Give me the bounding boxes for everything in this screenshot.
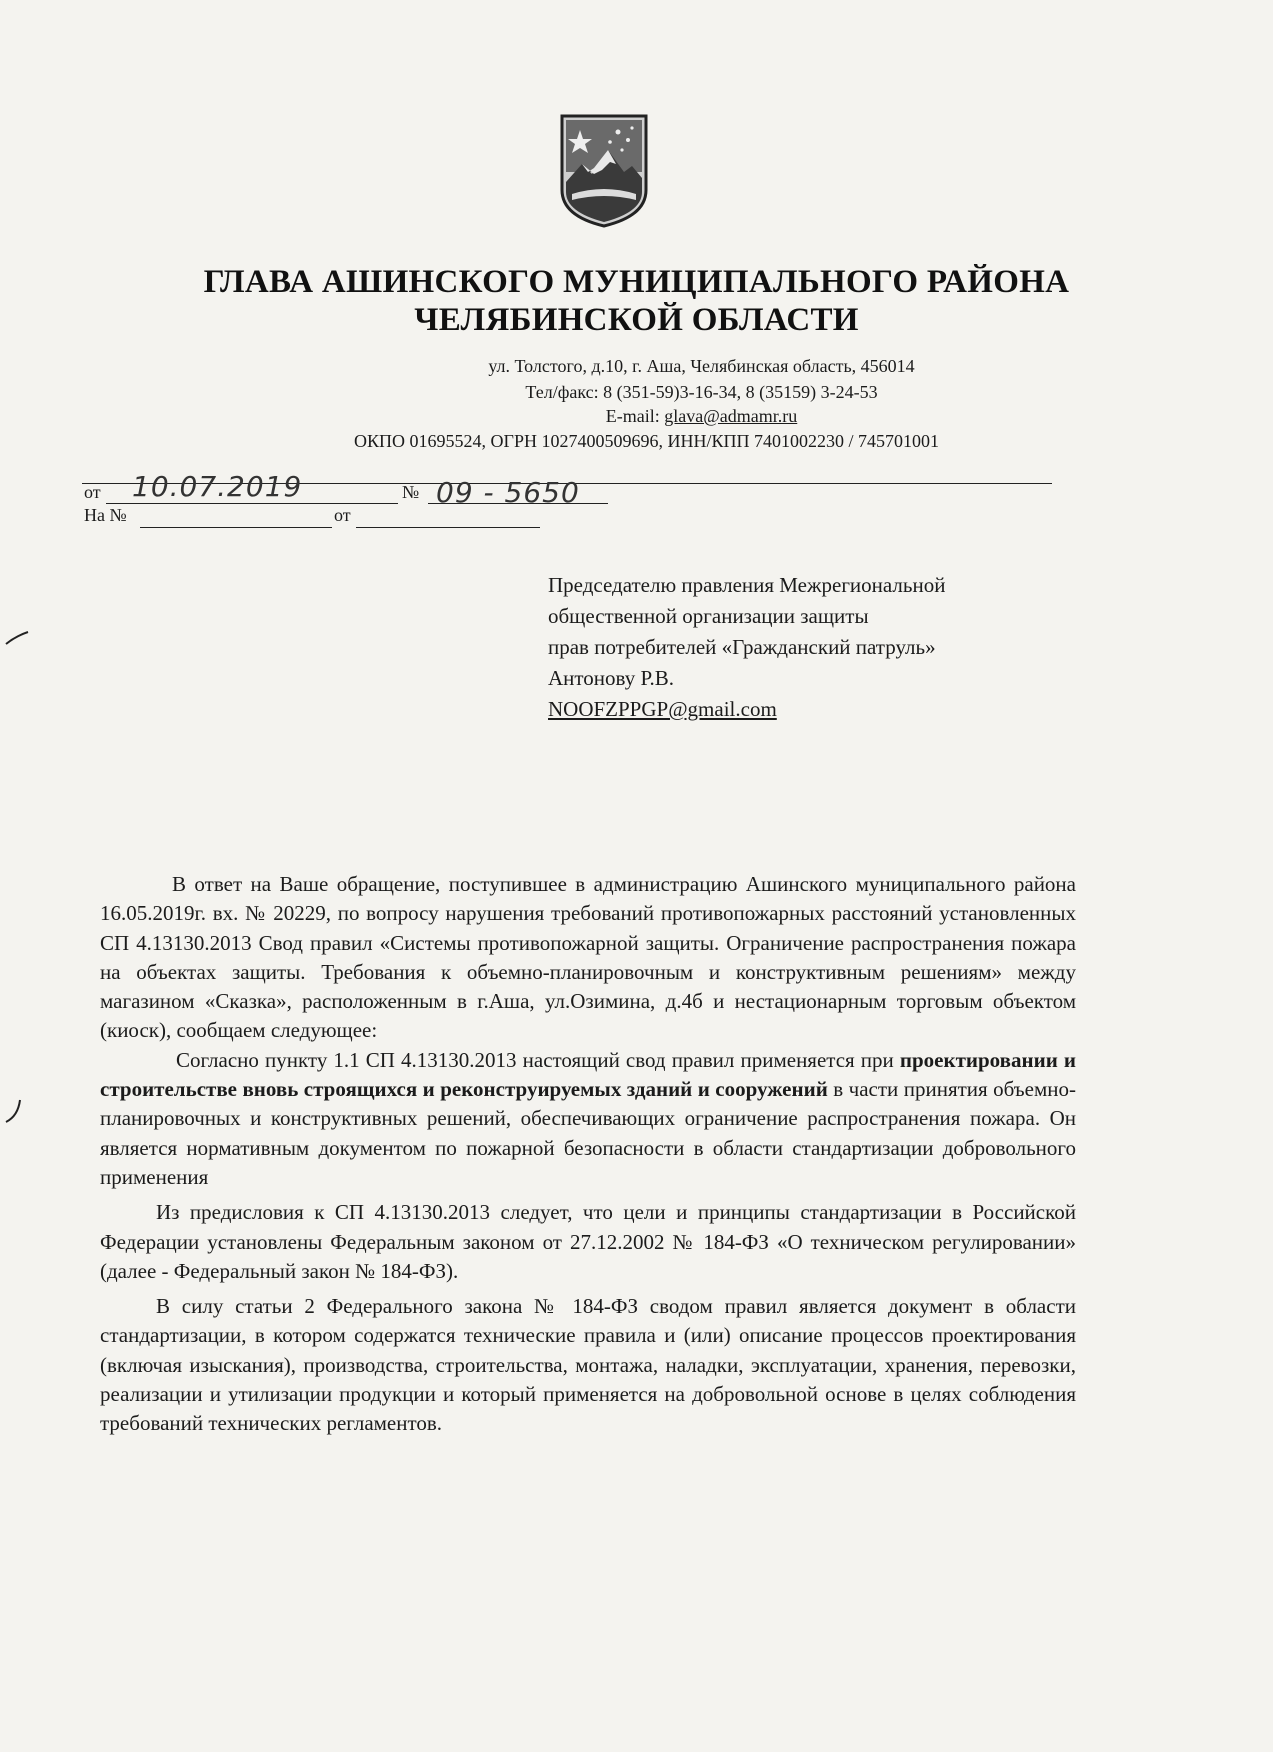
reply-from-label: от <box>334 505 351 525</box>
paragraph-2-end: в части принятия объемно-планировочных и конструктивных решений, обеспечивающих ограничение распространения пожара. Он является нормативным документом по пожарной безопасности в области стандартизации добровольного применения <box>100 1077 1076 1189</box>
address-line: ул. Толстого, д.10, г. Аша, Челябинская область, 456014 <box>488 356 915 376</box>
email-line <box>0 404 1273 428</box>
addressee-block <box>548 570 1068 725</box>
addressee-line-3: прав потребителей «Гражданский патруль» <box>548 635 936 659</box>
phone-line: Тел/факс: 8 (351-59)3-16-34, 8 (35159) 3-24-53 <box>525 382 878 402</box>
paragraph-2-bold: проектировании и строительстве вновь строящихся и реконструируемых зданий и сооружений <box>100 1047 1076 1102</box>
addressee-name: Антонову Р.В. <box>548 666 675 690</box>
paragraph-4: В силу статьи 2 Федерального закона № 184-ФЗ сводом правил является документ в области стандартизации, в котором содержатся технические правила и (или) описание процессов проектирования (включая изыскания), производства, строительства, монтажа, наладки, эксплуатации, хранения, перевозки, реализации и утилизации продукции и который применяется на добровольной основе в целях соблюдения требований технических регламентов. <box>100 1294 1076 1436</box>
title-line-1: ГЛАВА АШИНСКОГО МУНИЦИПАЛЬНОГО РАЙОНА <box>203 264 1070 300</box>
paragraph-1: В ответ на Ваше обращение, поступившее в администрацию Ашинского муниципального района 16.05.2019г. вх. № 20229, по вопросу нарушения требований противопожарных расстояний установленных СП 4.13130.2013 Свод правил «Системы противопожарной защиты. Ограничение распространения пожара на объектах защиты. Требования к объемно-планировочным и конструктивным решениям» между магазином «Сказка», расположенным в г.Аша, ул.Озимина, д.4б и нестационарным торговым объектом (киоск), сообщаем следующее: <box>100 872 1076 1043</box>
paragraph-3: Из предисловия к СП 4.13130.2013 следует, что цели и принципы стандартизации в Российской Федерации установлены Федеральным законом от 27.12.2002 № 184-ФЗ «О техническом регулировании» (далее - Федеральный закон № 184-ФЗ). <box>100 1200 1076 1283</box>
addressee-line-1: Председателю правления Межрегиональной <box>548 573 946 597</box>
requisites-line: ОКПО 01695524, ОГРН 1027400509696, ИНН/КПП 7401002230 / 745701001 <box>354 431 939 451</box>
paragraph-2 <box>100 1046 1076 1192</box>
reply-number-label: На № <box>84 505 127 525</box>
title-line-2: ЧЕЛЯБИНСКОЙ ОБЛАСТИ <box>414 302 859 338</box>
number-label: № <box>402 482 420 502</box>
email-link[interactable]: glava@admamr.ru <box>664 406 798 426</box>
from-label: от <box>84 482 101 502</box>
coat-of-arms-emblem <box>558 112 650 230</box>
handwritten-date: 10.07.2019 <box>132 470 303 503</box>
reply-from-fill-line <box>356 527 540 528</box>
handwritten-number: 09 - 5650 <box>436 476 580 509</box>
addressee-email[interactable]: NOOFZPPGP@gmail.com <box>548 697 777 721</box>
email-label: E-mail: <box>605 406 665 426</box>
addressee-line-2: общественной организации защиты <box>548 604 869 628</box>
paragraph-2-start: Согласно пункту 1.1 СП 4.13130.2013 настоящий свод правил применяется при <box>176 1047 900 1072</box>
letter-body <box>100 870 1076 1439</box>
reply-number-fill-line <box>140 527 332 528</box>
scan-mark-bottom <box>2 1096 32 1126</box>
date-fill-line <box>106 503 398 504</box>
scan-mark-top <box>2 628 32 658</box>
